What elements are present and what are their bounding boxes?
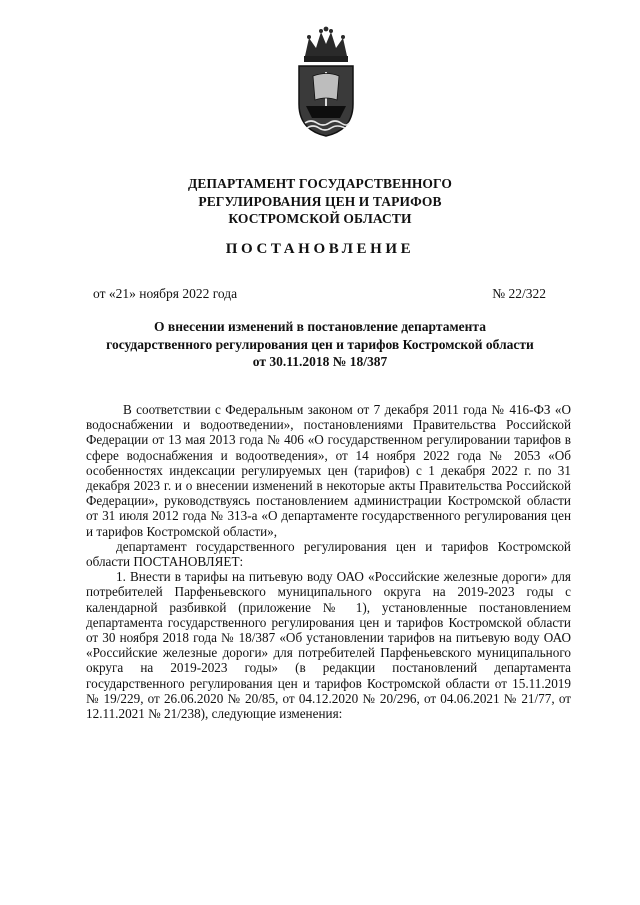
- title-line: от 30.11.2018 № 18/387: [252, 354, 388, 369]
- title-line: О внесении изменений в постановление департамента: [154, 319, 486, 334]
- department-line: ДЕПАРТАМЕНТ ГОСУДАРСТВЕННОГО: [188, 176, 452, 191]
- title-line: государственного регулирования цен и тарифов Костромской области: [106, 336, 534, 352]
- document-number: № 22/322: [492, 286, 546, 301]
- document-title: [70, 318, 570, 371]
- resolution-paragraph: департамент государственного регулирования цен и тарифов Костромской области ПОСТАНОВЛЯЕТ:: [86, 538, 571, 570]
- document-body: [86, 402, 571, 721]
- document-date: от «21» ноября 2022 года: [93, 286, 238, 301]
- preamble-paragraph: В соответствии с Федеральным законом от 7 декабря 2011 года № 416-ФЗ «О водоснабжении и водоотведении», постановлениями Правительства Российской Федерации от 13 мая 2013 года № 406 «О государственном регулировании тарифов в сфере водоснабжения и водоотведения», от 14 ноября 2022 года № 2053 «Об особенностях индексации регулируемых цен (тарифов) с 1 декабря 2022 г. по 31 декабря 2023 г. и о внесении изменений в некоторые акты Правительства Российской Федерации», руководствуясь постановлением администрации Костромской области от 31 июля 2012 года № 313-а «О департаменте государственного регулирования цен и тарифов Костромской области»,: [86, 402, 571, 539]
- date-number-line: [93, 285, 546, 302]
- department-name: [0, 175, 640, 228]
- document-type: ПОСТАНОВЛЕНИЕ: [225, 241, 415, 257]
- item-1-paragraph: 1. Внести в тарифы на питьевую воду ОАО «Российские железные дороги» для потребителей Парфеньевского муниципального округа на 2019-2023 годы с календарной разбивкой (приложение № 1), установленные постановлением департамента государственного регулирования цен и тарифов Костромской области от 30 ноября 2018 года № 18/387 «Об установлении тарифов на питьевую воду ОАО «Российские железные дороги» для потребителей Парфеньевского муниципального округа на 2019-2023 годы» (в редакции постановлений департамента государственного регулирования цен и тарифов Костромской области от 15.11.2019 № 19/229, от 26.06.2020 № 20/85, от 04.12.2020 № 20/296, от 04.06.2021 № 21/77, от 12.11.2021 № 21/238), следующие изменения:: [86, 569, 571, 722]
- department-line: РЕГУЛИРОВАНИЯ ЦЕН И ТАРИФОВ: [198, 193, 442, 209]
- coat-of-arms-icon: [291, 26, 361, 138]
- department-line: КОСТРОМСКОЙ ОБЛАСТИ: [228, 211, 412, 226]
